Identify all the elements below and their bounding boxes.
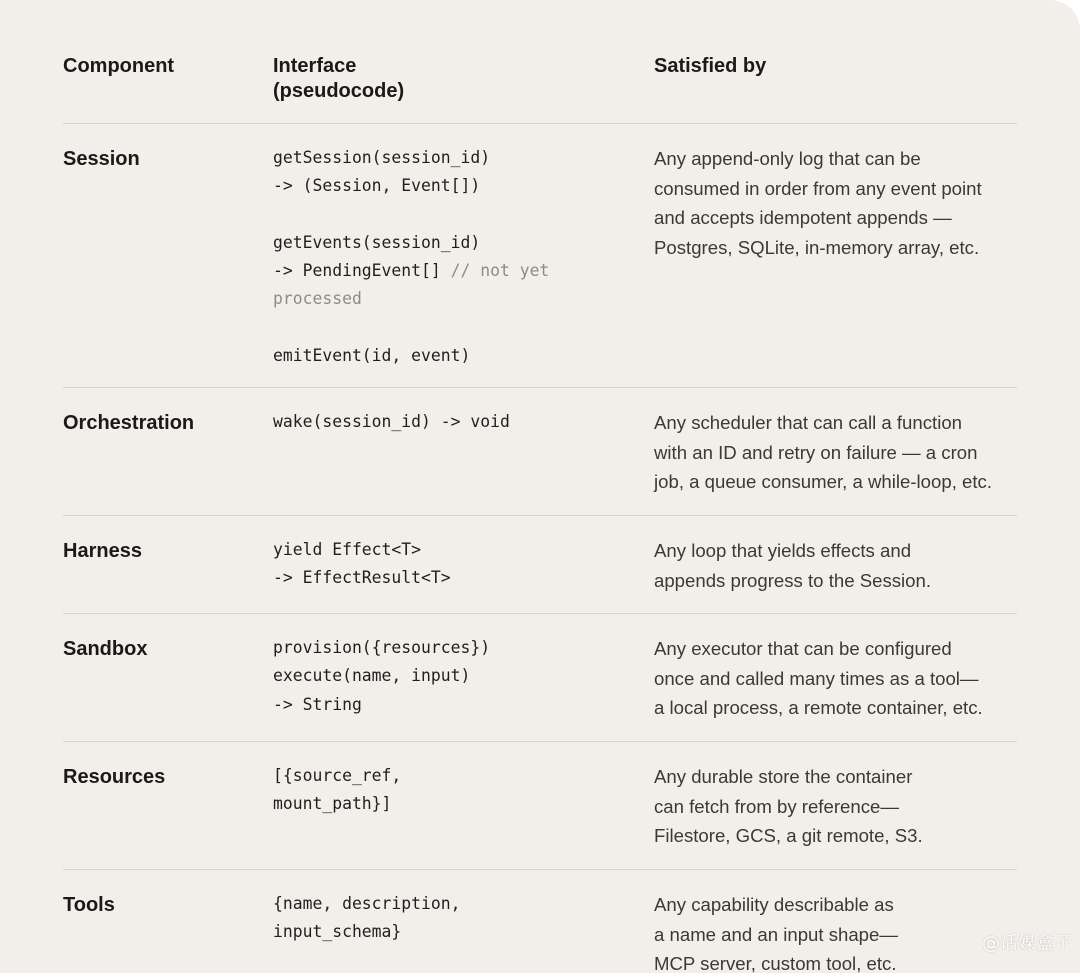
table-row (63, 516, 1017, 614)
satisfied-by-text: Any scheduler that can call a function with an ID and retry on failure — a cron job, a queue consumer, a while-loop, etc. (654, 412, 992, 493)
code-line (273, 918, 593, 946)
code-text: -> EffectResult<T> (273, 568, 451, 588)
component-name: Tools (63, 894, 115, 916)
code-line (273, 634, 593, 662)
code-line (273, 762, 593, 790)
code-text: provision({resources}) (273, 638, 491, 657)
code-text: input_schema} (273, 922, 402, 942)
component-interface-table (63, 46, 1017, 980)
component-name: Orchestration (63, 412, 195, 434)
component-name: Session (63, 148, 140, 170)
code-text: -> (Session, Event[]) (273, 176, 481, 196)
code-line (273, 408, 593, 436)
code-text: getEvents(session_id) (273, 232, 481, 252)
code-line (273, 314, 593, 342)
code-comment: processed (273, 289, 362, 309)
satisfied-by-text: Any executor that can be configured once and called many times as a tool— a local process, a remote container, etc. (654, 638, 983, 719)
interface-code (273, 144, 593, 370)
header-component: Component (63, 55, 175, 77)
table-row (63, 870, 1017, 980)
code-line (273, 536, 593, 564)
interface-code (273, 634, 593, 719)
code-line (273, 342, 593, 370)
interface-code (273, 408, 593, 436)
code-text: getSession(session_id) (273, 148, 491, 167)
header-satisfied-by: Satisfied by (654, 55, 767, 77)
code-line (273, 172, 593, 200)
interface-code (273, 536, 593, 593)
code-line (273, 229, 593, 257)
watermark-text: @话媒盒子 (982, 933, 1072, 954)
table-row (63, 388, 1017, 516)
code-line (273, 790, 593, 818)
component-name: Resources (63, 766, 166, 788)
component-name: Sandbox (63, 638, 148, 660)
component-name: Harness (63, 540, 142, 562)
code-text: [{source_ref, (273, 766, 402, 785)
interface-code (273, 890, 593, 947)
code-line (273, 890, 593, 918)
code-line (273, 662, 593, 690)
code-line (273, 691, 593, 719)
code-comment: // not yet (450, 261, 550, 281)
code-text: yield Effect<T> (273, 540, 422, 559)
code-line (273, 564, 593, 592)
table-header-row (63, 46, 1017, 124)
satisfied-by-text: Any durable store the container can fetch from by reference— Filestore, GCS, a git remote, S3. (654, 766, 923, 847)
code-text: emitEvent(id, event) (273, 346, 471, 366)
table-row (63, 742, 1017, 870)
header-interface: Interface (pseudocode) (273, 55, 405, 102)
interface-code (273, 762, 593, 819)
table-row (63, 124, 1017, 388)
code-line (273, 201, 593, 229)
code-text: {name, description, (273, 894, 461, 913)
code-line (273, 285, 593, 313)
code-text: -> String (273, 694, 362, 714)
code-line (273, 257, 593, 285)
code-text: wake(session_id) -> void (273, 412, 510, 431)
satisfied-by-text: Any capability describable as a name and an input shape— MCP server, custom tool, etc. (654, 894, 898, 975)
code-text: mount_path}] (273, 794, 392, 814)
code-text: execute(name, input) (273, 666, 471, 686)
code-line (273, 144, 593, 172)
satisfied-by-text: Any loop that yields effects and appends progress to the Session. (654, 540, 932, 591)
code-text: -> PendingEvent[] (273, 261, 451, 281)
table-row (63, 614, 1017, 742)
satisfied-by-text: Any append-only log that can be consumed in order from any event point and accepts idempotent appends — Postgres, SQLite, in-memory array, etc. (654, 148, 982, 258)
